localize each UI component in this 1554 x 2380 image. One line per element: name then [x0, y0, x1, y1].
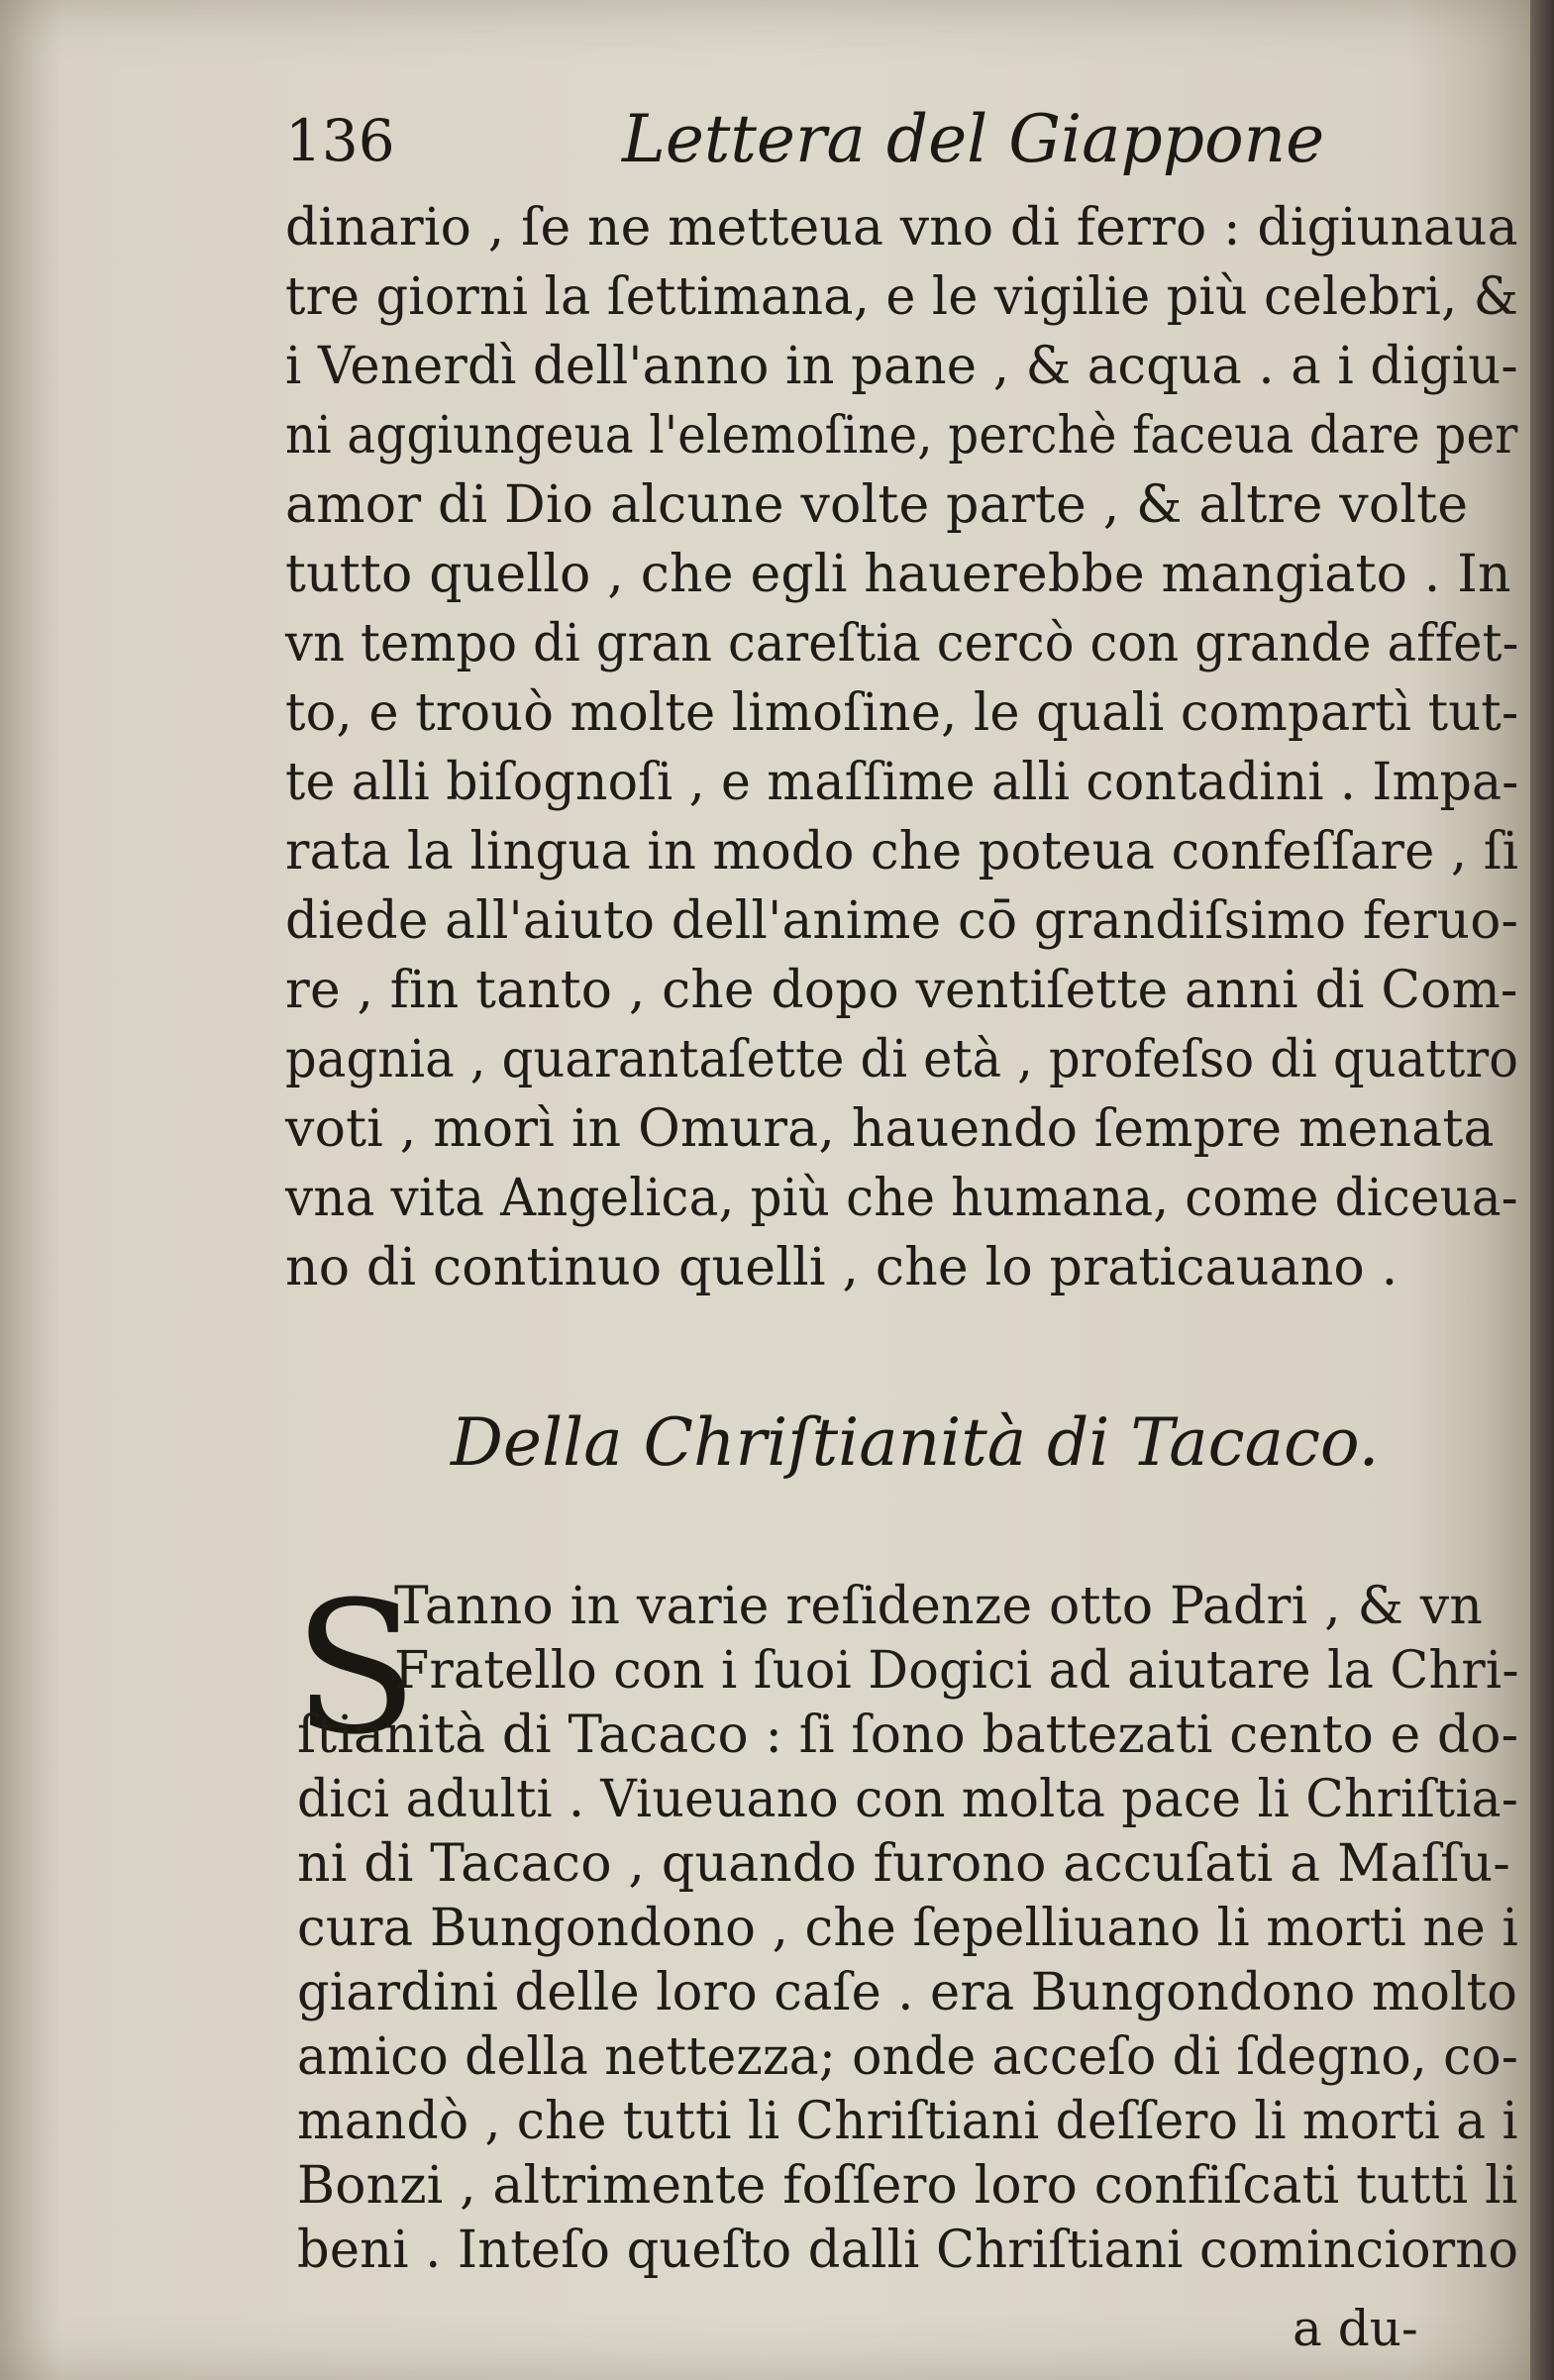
text-line: dinario , ſe ne metteua vno di ferro : digiunaua [285, 198, 1518, 258]
drop-cap: S [293, 1563, 419, 1775]
text-line: Bonzi , altrimente foſſero loro confiſcati tutti li [297, 2156, 1518, 2216]
text-line: cura Bungondono , che ſepelliuano li morti ne i [297, 1899, 1519, 1958]
text-line: te alli biſognoſi , e maſſime alli contadini . Impa- [285, 753, 1519, 812]
text-line: beni . Inteſo queſto dalli Chriſtiani cominciorno [297, 2221, 1519, 2280]
page-number: 136 [285, 107, 395, 174]
text-line: Fratello con i ſuoi Dogici ad aiutare la Chri- [394, 1641, 1519, 1701]
section-heading: Della Chriſtianità di Tacaco. [451, 1404, 1380, 1481]
running-head [285, 101, 1375, 186]
text-line: re , fin tanto , che dopo ventiſette anni di Com- [285, 961, 1518, 1020]
text-line: amor di Dio alcune volte parte , & altre volte [285, 475, 1469, 535]
text-line: pagnia , quarantaſette di età , profeſso di quattro [285, 1030, 1519, 1089]
text-line: ni aggiungeua l'elemoſine, perchè faceua dare per [285, 406, 1518, 466]
paragraph-2 [285, 1563, 1519, 2290]
text-line: to, e trouò molte limoſine, le quali compartì tut- [285, 683, 1519, 743]
text-line: ni di Tacaco , quando furono accuſati a Maſſu- [297, 1834, 1511, 1894]
text-line: giardini delle loro caſe . era Bungondono molto [297, 1963, 1518, 2022]
text-line: voti , morì in Omura, hauendo ſempre menata [285, 1099, 1495, 1159]
text-line: vn tempo di gran careſtia cercò con grande affet- [285, 614, 1519, 673]
text-line: dici adulti . Viueuano con molta pace li Chriſtia- [297, 1770, 1519, 1829]
catchword: a du- [1293, 2300, 1418, 2357]
text-line: diede all'aiuto dell'anime cō grandiſsimo feruo- [285, 891, 1519, 951]
text-line: rata la lingua in modo che poteua confeſſare , ſi [285, 822, 1519, 881]
text-line: mandò , che tutti li Chriſtiani deſſero li morti a i [297, 2092, 1518, 2151]
text-line: tutto quello , che egli hauerebbe mangiato . In [285, 545, 1511, 604]
text-line: tre giorni la ſettimana, e le vigilie più celebri, & [285, 267, 1519, 327]
text-line: vna vita Angelica, più che humana, come diceua- [285, 1169, 1518, 1228]
text-line: Tanno in varie reſidenze otto Padri , & vn [394, 1577, 1484, 1636]
text-line: i Venerdì dell'anno in pane , & acqua . a i digiu- [285, 337, 1518, 396]
running-title: Lettera del Giappone [622, 101, 1325, 177]
page-edge [1530, 0, 1554, 2380]
paragraph-1 [285, 198, 1519, 1297]
text-line: amico della nettezza; onde acceſo di ſdegno, co- [297, 2027, 1519, 2087]
text-line: no di continuo quelli , che lo praticauano . [285, 1238, 1399, 1297]
text-line: ſtianità di Tacaco : ſi ſono battezati cento e do- [297, 1706, 1519, 1765]
